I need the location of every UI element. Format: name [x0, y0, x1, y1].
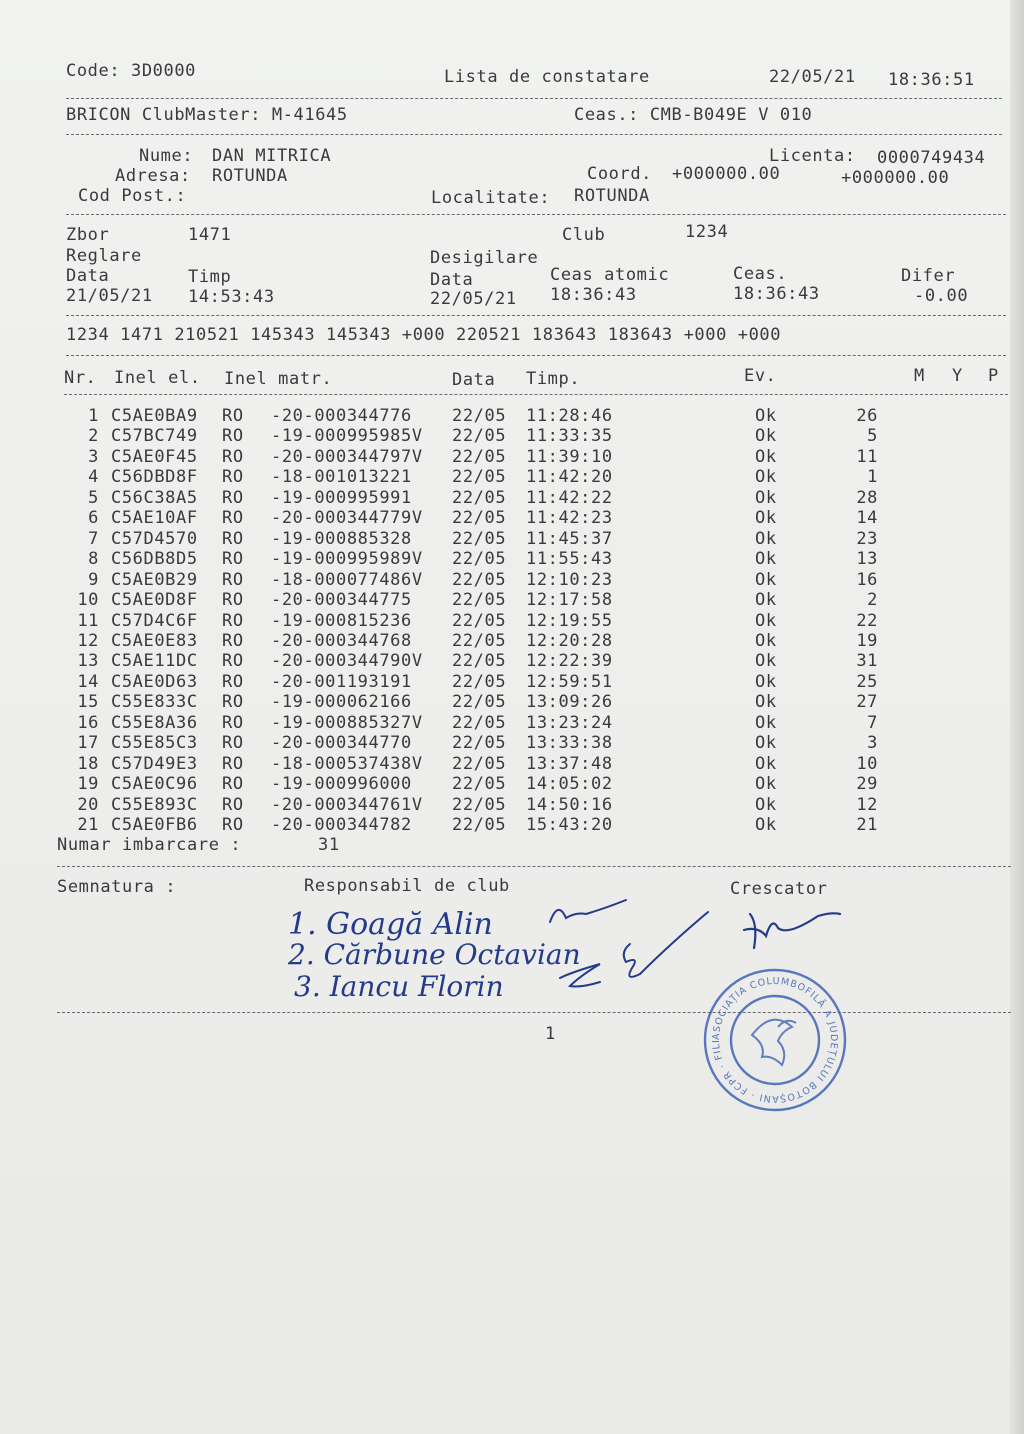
row-data: 22/05	[452, 528, 507, 549]
row-data: 22/05	[452, 610, 507, 631]
row-data: 22/05	[452, 774, 507, 795]
ceas-col-label: Ceas.	[733, 264, 788, 284]
row-inel-matr: -20-000344770	[271, 733, 412, 754]
reglare-data-value: 21/05/21	[66, 286, 153, 306]
table-row	[0, 549, 1000, 569]
row-data: 22/05	[452, 794, 507, 815]
row-inel-matr: -19-000996000	[271, 774, 412, 795]
row-timp: 12:22:39	[526, 651, 613, 672]
coord-2: +000000.00	[841, 168, 950, 188]
localitate-label: Localitate:	[431, 188, 551, 208]
row-ev: Ok	[755, 610, 777, 631]
row-timp: 12:20:28	[526, 630, 613, 651]
signature-scribble-1	[550, 900, 626, 922]
row-ev: Ok	[755, 487, 777, 508]
reglare-data-label: Data	[66, 266, 110, 286]
row-data: 22/05	[452, 508, 507, 529]
row-inel-el: C5AE10AF	[111, 508, 198, 529]
desigilare-data-value: 22/05/21	[430, 289, 517, 309]
row-inel-el: C5AE0E83	[111, 630, 198, 651]
adresa-value: ROTUNDA	[212, 166, 288, 186]
row-inel-el: C5AE0D63	[111, 671, 198, 692]
row-inel-matr: -20-000344797V	[271, 446, 423, 467]
table-row	[0, 467, 1000, 487]
row-order: 5	[867, 426, 878, 447]
row-timp: 14:05:02	[526, 774, 613, 795]
difer-value: -0.00	[914, 286, 969, 306]
row-nr: 3	[88, 446, 99, 467]
row-tara: RO	[222, 508, 244, 529]
row-nr: 19	[77, 774, 99, 795]
row-tara: RO	[222, 406, 244, 426]
row-order: 31	[856, 651, 878, 672]
reglare-label: Reglare	[66, 246, 142, 266]
divider	[66, 134, 1002, 135]
table-row	[0, 631, 1000, 651]
row-inel-matr: -19-000885327V	[271, 712, 423, 733]
divider	[57, 1012, 1011, 1013]
numar-imbarcare-value: 31	[318, 835, 340, 855]
row-inel-matr: -18-000537438V	[271, 753, 423, 774]
row-ev: Ok	[755, 733, 777, 754]
row-inel-matr: -18-001013221	[271, 467, 412, 488]
row-inel-el: C57D49E3	[111, 753, 198, 774]
semnatura-label: Semnatura :	[57, 877, 177, 897]
row-timp: 11:55:43	[526, 549, 613, 570]
ceas-atomic-label: Ceas atomic	[550, 265, 670, 285]
row-timp: 12:17:58	[526, 590, 613, 611]
row-inel-matr: -20-000344768	[271, 630, 412, 651]
row-nr: 21	[77, 815, 99, 835]
row-tara: RO	[222, 590, 244, 611]
row-inel-matr: -18-000077486V	[271, 569, 423, 590]
row-nr: 10	[77, 590, 99, 611]
row-inel-matr: -19-000062166	[271, 692, 412, 713]
row-data: 22/05	[452, 549, 507, 570]
row-ev: Ok	[755, 815, 777, 835]
col-data: Data	[452, 370, 496, 390]
table-row	[0, 733, 1000, 753]
row-nr: 9	[88, 569, 99, 590]
signature-scribble-2	[624, 912, 708, 977]
table-row	[0, 754, 1000, 774]
row-data: 22/05	[452, 651, 507, 672]
row-data: 22/05	[452, 630, 507, 651]
col-inel-matr: Inel matr.	[224, 369, 333, 389]
row-ev: Ok	[755, 528, 777, 549]
row-inel-matr: -19-000995991	[271, 487, 412, 508]
row-order: 21	[856, 815, 878, 835]
row-timp: 13:33:38	[526, 733, 613, 754]
row-tara: RO	[222, 487, 244, 508]
col-m: M	[914, 366, 925, 386]
coord-label: Coord.	[587, 164, 653, 184]
row-data: 22/05	[452, 590, 507, 611]
numar-imbarcare-label: Numar imbarcare :	[57, 835, 242, 855]
table-row	[0, 529, 1000, 549]
table-row	[0, 651, 1000, 671]
row-data: 22/05	[452, 467, 507, 488]
row-inel-el: C55E833C	[111, 692, 198, 713]
row-inel-el: C57D4570	[111, 528, 198, 549]
code-label: Code: 3D0000	[66, 61, 197, 81]
row-order: 14	[856, 508, 878, 529]
row-data: 22/05	[452, 446, 507, 467]
row-inel-el: C57D4C6F	[111, 610, 198, 631]
row-timp: 13:23:24	[526, 712, 613, 733]
document-title: Lista de constatare	[444, 67, 650, 87]
row-timp: 14:50:16	[526, 794, 613, 815]
row-timp: 13:37:48	[526, 753, 613, 774]
table-row	[0, 570, 1000, 590]
ceas-atomic-value: 18:36:43	[550, 285, 637, 305]
row-timp: 11:33:35	[526, 426, 613, 447]
table-row	[0, 590, 1000, 610]
crescator-signature	[740, 900, 850, 960]
row-order: 3	[867, 733, 878, 754]
desigilare-data-label: Data	[430, 270, 474, 290]
row-order: 12	[856, 794, 878, 815]
row-tara: RO	[222, 446, 244, 467]
row-tara: RO	[222, 426, 244, 447]
table-row	[0, 508, 1000, 528]
responsabil-label: Responsabil de club	[304, 876, 510, 896]
row-inel-matr: -20-000344782	[271, 815, 412, 835]
licenta-label: Licenta:	[769, 146, 856, 166]
divider	[57, 866, 1011, 867]
row-inel-el: C56DBD8F	[111, 467, 198, 488]
row-timp: 12:59:51	[526, 671, 613, 692]
row-timp: 11:42:20	[526, 467, 613, 488]
row-tara: RO	[222, 549, 244, 570]
row-nr: 11	[77, 610, 99, 631]
row-ev: Ok	[755, 569, 777, 590]
row-timp: 11:42:22	[526, 487, 613, 508]
row-inel-el: C56C38A5	[111, 487, 198, 508]
row-order: 25	[856, 671, 878, 692]
row-nr: 18	[77, 753, 99, 774]
ceas-label: Ceas.: CMB-B049E V 010	[574, 105, 813, 125]
table-row	[0, 795, 1000, 815]
row-tara: RO	[222, 630, 244, 651]
divider	[66, 355, 1006, 356]
row-data: 22/05	[452, 671, 507, 692]
nume-label: Nume:	[139, 146, 194, 166]
row-inel-el: C5AE11DC	[111, 651, 198, 672]
row-nr: 2	[88, 426, 99, 447]
row-inel-el: C5AE0C96	[111, 774, 198, 795]
row-inel-el: C55E893C	[111, 794, 198, 815]
row-order: 26	[856, 406, 878, 426]
club-value: 1234	[685, 222, 729, 242]
row-data: 22/05	[452, 569, 507, 590]
row-data: 22/05	[452, 815, 507, 835]
row-nr: 7	[88, 528, 99, 549]
signature-line-1: 1. Goagă Alin	[288, 907, 493, 942]
ceas-value: 18:36:43	[733, 284, 820, 304]
row-ev: Ok	[755, 426, 777, 447]
row-tara: RO	[222, 692, 244, 713]
zbor-value: 1471	[188, 225, 232, 245]
row-inel-matr: -20-000344761V	[271, 794, 423, 815]
row-nr: 16	[77, 712, 99, 733]
paper-edge	[1010, 0, 1024, 1434]
row-tara: RO	[222, 467, 244, 488]
row-inel-matr: -19-000815236	[271, 610, 412, 631]
row-nr: 17	[77, 733, 99, 754]
row-timp: 15:43:20	[526, 815, 613, 835]
row-tara: RO	[222, 569, 244, 590]
row-nr: 5	[88, 487, 99, 508]
row-ev: Ok	[755, 549, 777, 570]
nume-value: DAN MITRICA	[212, 146, 332, 166]
row-inel-el: C5AE0BA9	[111, 406, 198, 426]
row-timp: 13:09:26	[526, 692, 613, 713]
table-row	[0, 692, 1000, 712]
row-tara: RO	[222, 733, 244, 754]
row-order: 11	[856, 446, 878, 467]
row-ev: Ok	[755, 630, 777, 651]
row-nr: 1	[88, 406, 99, 426]
row-inel-matr: -20-000344776	[271, 406, 412, 426]
row-ev: Ok	[755, 508, 777, 529]
row-ev: Ok	[755, 446, 777, 467]
row-inel-matr: -20-000344775	[271, 590, 412, 611]
row-order: 27	[856, 692, 878, 713]
row-tara: RO	[222, 774, 244, 795]
row-order: 28	[856, 487, 878, 508]
row-tara: RO	[222, 815, 244, 835]
row-inel-matr: -19-000885328	[271, 528, 412, 549]
row-order: 1	[867, 467, 878, 488]
row-ev: Ok	[755, 712, 777, 733]
header-time: 18:36:51	[888, 70, 975, 90]
pigeon-icon	[752, 1020, 796, 1065]
table-row	[0, 488, 1000, 508]
row-inel-el: C5AE0FB6	[111, 815, 198, 835]
row-tara: RO	[222, 753, 244, 774]
table-row	[0, 672, 1000, 692]
page-number: 1	[545, 1024, 556, 1044]
table-row	[0, 447, 1000, 467]
row-data: 22/05	[452, 406, 507, 426]
svg-text:ASOCIAȚIA COLUMBOFILĂ A JUDEȚU: ASOCIAȚIA COLUMBOFILĂ A JUDEȚULUI BOTOȘANI · FCPR · FILIALA · AMARASTI	[695, 957, 840, 1105]
row-data: 22/05	[452, 712, 507, 733]
row-timp: 12:10:23	[526, 569, 613, 590]
table-row	[0, 774, 1000, 794]
difer-label: Difer	[901, 266, 956, 286]
club-label: Club	[562, 225, 606, 245]
row-inel-el: C5AE0D8F	[111, 590, 198, 611]
row-nr: 12	[77, 630, 99, 651]
row-ev: Ok	[755, 467, 777, 488]
divider	[66, 98, 1002, 99]
row-timp: 11:39:10	[526, 446, 613, 467]
row-order: 16	[856, 569, 878, 590]
flight-code-line: 1234 1471 210521 145343 145343 +000 220521 183643 183643 +000 +000	[66, 325, 782, 345]
row-inel-matr: -20-000344779V	[271, 508, 423, 529]
row-inel-el: C5AE0F45	[111, 446, 198, 467]
row-order: 23	[856, 528, 878, 549]
row-inel-matr: -20-001193191	[271, 671, 412, 692]
row-inel-matr: -19-000995985V	[271, 426, 423, 447]
row-inel-el: C56DB8D5	[111, 549, 198, 570]
row-inel-el: C57BC749	[111, 426, 198, 447]
row-ev: Ok	[755, 774, 777, 795]
table-row	[0, 426, 1000, 446]
divider	[66, 214, 1006, 215]
club-signatures	[280, 892, 720, 1010]
row-tara: RO	[222, 610, 244, 631]
row-ev: Ok	[755, 671, 777, 692]
zbor-label: Zbor	[66, 225, 110, 245]
row-data: 22/05	[452, 753, 507, 774]
row-tara: RO	[222, 671, 244, 692]
row-tara: RO	[222, 794, 244, 815]
row-order: 10	[856, 753, 878, 774]
table-row	[0, 611, 1000, 631]
codpost-label: Cod Post.:	[78, 186, 187, 206]
table-row	[0, 815, 1000, 835]
row-timp: 11:45:37	[526, 528, 613, 549]
col-ev: Ev.	[744, 366, 777, 386]
col-inel-el: Inel el.	[114, 368, 201, 388]
col-nr: Nr.	[64, 368, 97, 388]
col-timp: Timp.	[526, 369, 581, 389]
row-tara: RO	[222, 528, 244, 549]
row-inel-el: C5AE0B29	[111, 569, 198, 590]
row-tara: RO	[222, 712, 244, 733]
row-tara: RO	[222, 651, 244, 672]
club-stamp	[695, 957, 850, 1115]
row-ev: Ok	[755, 753, 777, 774]
signature-line-3: 3. Iancu Florin	[294, 970, 504, 1003]
row-ev: Ok	[755, 590, 777, 611]
row-data: 22/05	[452, 692, 507, 713]
row-nr: 4	[88, 467, 99, 488]
row-data: 22/05	[452, 733, 507, 754]
row-timp: 11:28:46	[526, 406, 613, 426]
row-ev: Ok	[755, 692, 777, 713]
row-nr: 13	[77, 651, 99, 672]
reglare-timp-label: Timp	[188, 267, 232, 287]
row-nr: 6	[88, 508, 99, 529]
signature-line-2: 2. Cărbune Octavian	[288, 938, 581, 971]
adresa-label: Adresa:	[115, 166, 191, 186]
clubmaster-label: BRICON ClubMaster: M-41645	[66, 105, 348, 125]
row-inel-matr: -20-000344790V	[271, 651, 423, 672]
row-nr: 14	[77, 671, 99, 692]
row-inel-matr: -19-000995989V	[271, 549, 423, 570]
row-order: 22	[856, 610, 878, 631]
coord-1: +000000.00	[672, 164, 781, 184]
divider	[64, 394, 1008, 395]
row-inel-el: C55E8A36	[111, 712, 198, 733]
row-timp: 12:19:55	[526, 610, 613, 631]
table-row	[0, 406, 1000, 426]
row-order: 19	[856, 630, 878, 651]
row-order: 7	[867, 712, 878, 733]
row-data: 22/05	[452, 487, 507, 508]
col-y: Y	[952, 366, 963, 386]
row-order: 13	[856, 549, 878, 570]
row-ev: Ok	[755, 651, 777, 672]
row-timp: 11:42:23	[526, 508, 613, 529]
header-date: 22/05/21	[769, 67, 856, 87]
localitate-value: ROTUNDA	[574, 186, 650, 206]
row-order: 29	[856, 774, 878, 795]
col-p: P	[988, 366, 999, 386]
row-nr: 20	[77, 794, 99, 815]
table-row	[0, 713, 1000, 733]
row-order: 2	[867, 590, 878, 611]
crescator-label: Crescator	[730, 879, 828, 899]
reglare-timp-value: 14:53:43	[188, 287, 275, 307]
row-data: 22/05	[452, 426, 507, 447]
row-inel-el: C55E85C3	[111, 733, 198, 754]
row-nr: 8	[88, 549, 99, 570]
licenta-value: 0000749434	[877, 148, 986, 168]
row-ev: Ok	[755, 406, 777, 426]
desigilare-label: Desigilare	[430, 248, 539, 268]
row-ev: Ok	[755, 794, 777, 815]
divider	[66, 315, 1006, 316]
row-nr: 15	[77, 692, 99, 713]
